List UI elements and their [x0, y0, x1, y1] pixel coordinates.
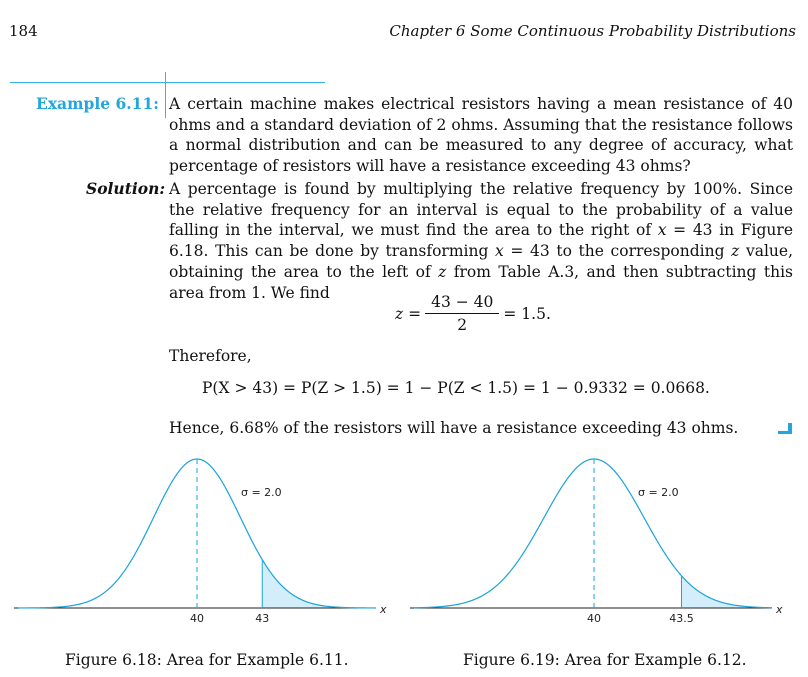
x-axis-label: x — [776, 603, 783, 616]
shaded-right-tail-area — [262, 561, 376, 608]
conclusion-text: Hence, 6.68% of the resistors will have a resistance exceeding 43 ohms. — [169, 419, 739, 437]
z-fraction-denominator: 2 — [457, 316, 468, 334]
z-equation-rhs: = 1.5. — [503, 304, 551, 323]
sigma-label: σ = 2.0 — [241, 486, 282, 499]
z-equation-lhs: z = — [395, 304, 422, 323]
figure-6-19-caption: Figure 6.19: Area for Example 6.12. — [463, 651, 747, 669]
page-number: 184 — [9, 22, 38, 40]
figure-6-18-normal-curve — [14, 459, 387, 625]
end-of-example-mark — [778, 423, 792, 434]
sigma-label: σ = 2.0 — [638, 486, 679, 499]
cutoff-tick-label: 43 — [255, 612, 270, 625]
probability-equation: P(X > 43) = P(Z > 1.5) = 1 − P(Z < 1.5) = 1 − 0.9332 = 0.0668. — [202, 379, 710, 397]
figures-area — [0, 448, 808, 628]
solution-text: A percentage is found by multiplying the relative frequency by 100%. Since the relative frequency for an interval is equal to the probability of a value falling in the interval, we must find the area to the right of x = 43 in Figure 6.18. This can be done by transforming x = 43 to the corresponding z value, obtaining the area to the left of z from Table A.3, and then subtracting this area from 1. We find — [169, 180, 794, 302]
figure-6-18-caption: Figure 6.18: Area for Example 6.11. — [65, 651, 349, 669]
mean-tick-label: 40 — [190, 612, 204, 625]
cutoff-tick-label: 43.5 — [669, 612, 694, 625]
running-head: Chapter 6 Some Continuous Probability Distributions — [389, 22, 796, 40]
figure-6-19-normal-curve — [410, 459, 783, 625]
z-equation — [395, 293, 551, 334]
example-text: A certain machine makes electrical resistors having a mean resistance of 40 ohms and a standard deviation of 2 ohms. Assuming that the resistance follows a normal distribution and can be measured to any degree of accuracy, what percentage of resistors will have a resistance exceeding 43 ohms? — [169, 95, 793, 176]
example-label: Example 6.11: — [36, 94, 159, 113]
z-fraction — [425, 293, 499, 334]
normal-curve — [414, 459, 772, 608]
solution-label: Solution: — [86, 179, 166, 198]
mean-tick-label: 40 — [587, 612, 601, 625]
example-rule-vertical — [165, 72, 166, 118]
x-axis-label: x — [380, 603, 387, 616]
z-fraction-numerator: 43 − 40 — [425, 293, 499, 314]
example-rule-horizontal — [10, 82, 325, 83]
therefore-text: Therefore, — [169, 347, 252, 365]
